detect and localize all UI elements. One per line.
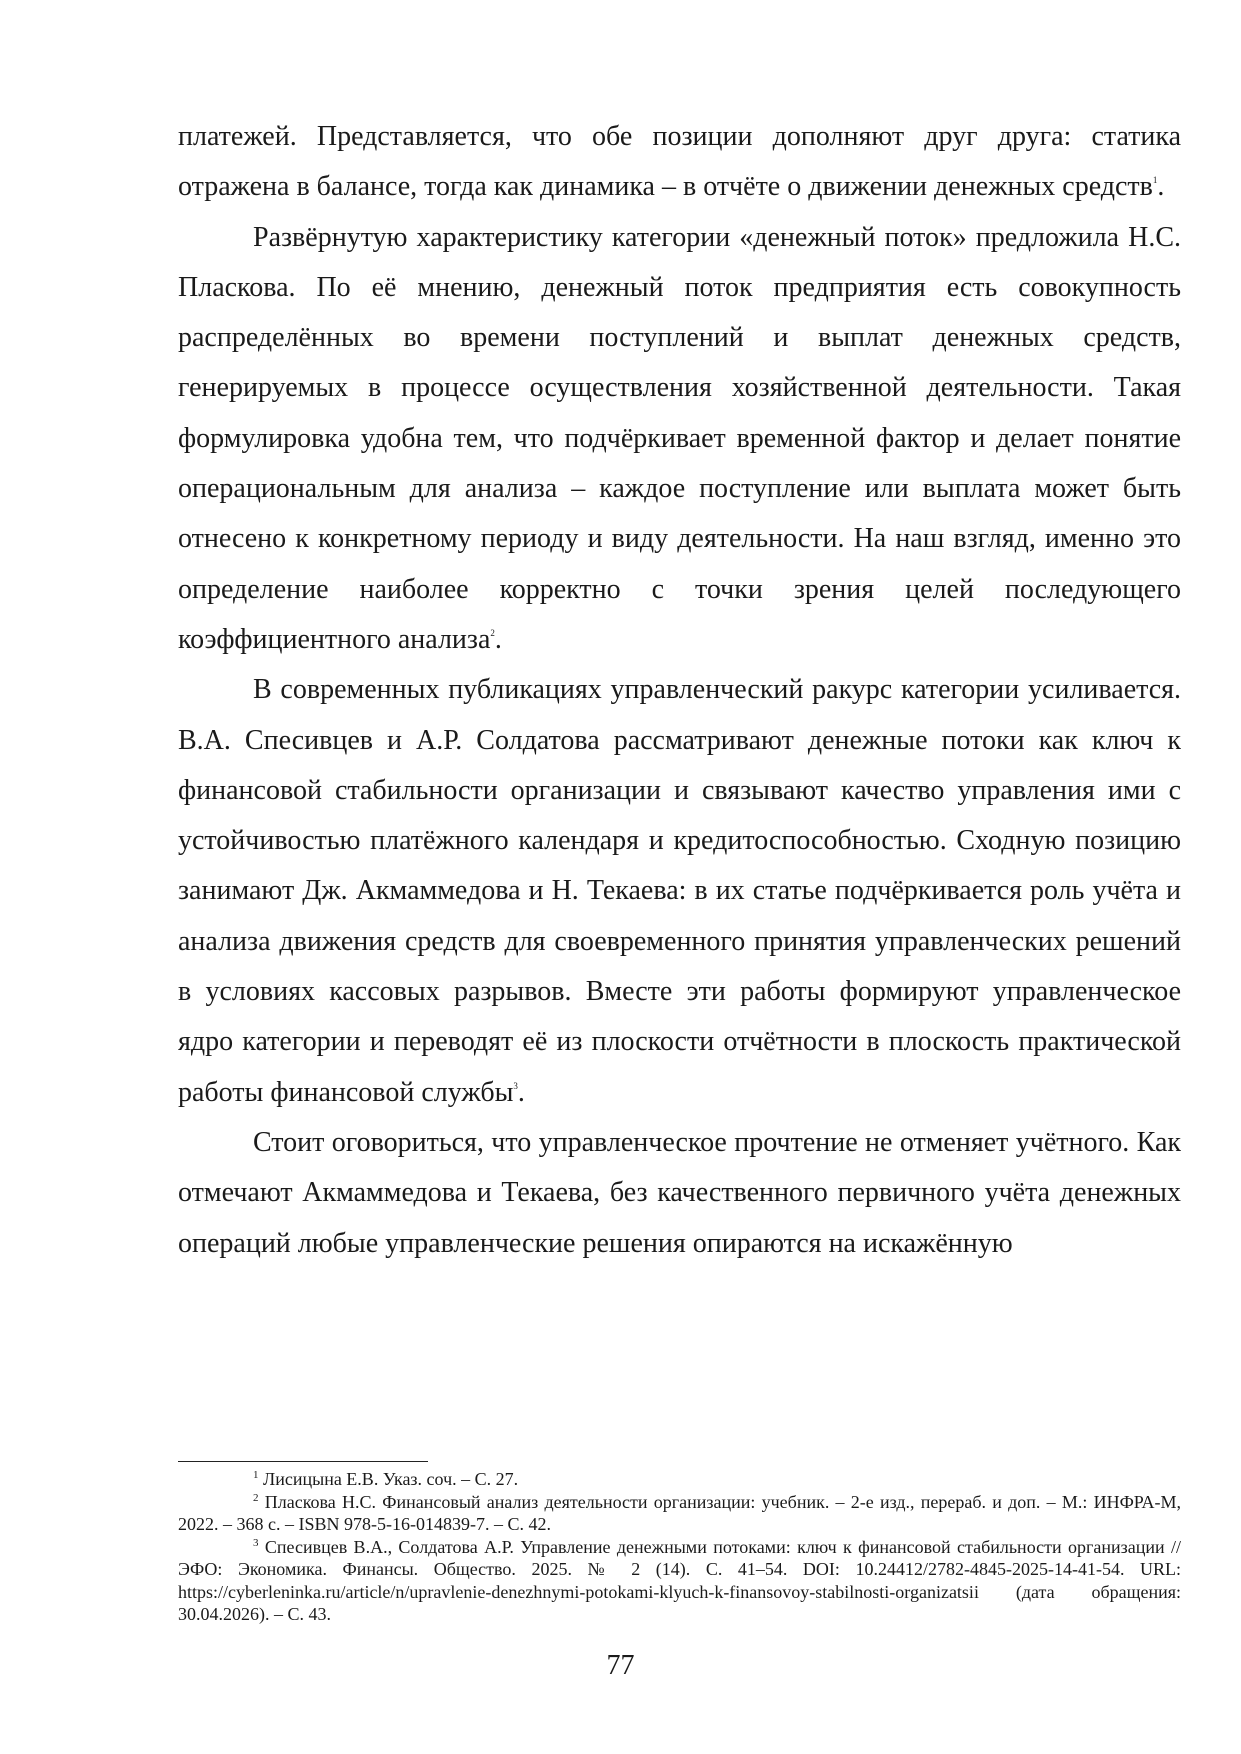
paragraph-2-text: Развёрнутую характеристику категории «денежный поток» предложила Н.С. Пласкова. По её мнению, денежный поток предприятия есть совокупность распределённых во времени поступлений и выплат денежных средств, генерируемых в процессе осуществления хозяйственной деятельности. Такая формулировка удобна тем, что подчёркивает временной фактор и делает понятие операциональным для анализа – каждое поступление или выплата может быть отнесено к конкретному периоду и виду деятельности. На наш взгляд, именно это определение наиболее корректно с точки зрения целей последующего коэффициентного анализа bbox=[178, 221, 1181, 655]
paragraph-3-text: В современных публикациях управленческий ракурс категории усиливается. В.А. Спесивцев и А.Р. Солдатова рассматривают денежные потоки как ключ к финансовой стабильности организации и связывают качество управления ими с устойчивостью платёжного календаря и кредитоспособностью. Сходную позицию занимают Дж. Акмаммедова и Н. Текаева: в их статье подчёркивается роль учёта и анализа движения средств для своевременного принятия управленческих решений в условиях кассовых разрывов. Вместе эти работы формируют управленческое ядро категории и переводят её из плоскости отчётности в плоскость практической работы финансовой службы bbox=[178, 674, 1181, 1108]
footnote-2-number: 2 bbox=[253, 1491, 259, 1504]
paragraph-1 bbox=[178, 112, 1181, 213]
footnote-separator bbox=[178, 1461, 428, 1462]
footnote-2-text: Пласкова Н.С. Финансовый анализ деятельности организации: учебник. – 2-е изд., перераб. и доп. – М.: ИНФРА-М, 2022. – 368 с. – ISBN 978-5-16-014839-7. – С. 42. bbox=[178, 1491, 1182, 1534]
footnote-ref-2: 2 bbox=[490, 627, 495, 638]
footnote-ref-3: 3 bbox=[513, 1080, 518, 1091]
footnote-1 bbox=[178, 1468, 1181, 1491]
footnote-3-text: Спесивцев В.А., Солдатова А.Р. Управление денежными потоками: ключ к финансовой стабильности организации // ЭФО: Экономика. Финансы. Общество. 2025. № 2 (14). С. 41–54. DOI: 10.24412/2782-4845-2025-14-41-54. URL: https://cyberleninka.ru/article/n/upravlenie-denezhnymi-potokami-klyuch-k-finansovoy-stabilnosti-organizatsii (дата обращения: 30.04.2026). – С. 43. bbox=[178, 1536, 1181, 1624]
paragraph-3-end: . bbox=[517, 1076, 525, 1108]
footnote-2 bbox=[178, 1491, 1181, 1536]
footnotes bbox=[178, 1468, 1181, 1626]
paragraph-3 bbox=[178, 665, 1181, 1118]
paragraph-4 bbox=[178, 1118, 1181, 1269]
footnote-3 bbox=[178, 1536, 1181, 1626]
paragraph-1-end: . bbox=[1157, 171, 1165, 203]
paragraph-1-text: платежей. Представляется, что обе позиции дополняют друг друга: статика отражена в балансе, тогда как динамика – в отчёте о движении денежных средств bbox=[178, 121, 1181, 203]
footnote-3-number: 3 bbox=[253, 1536, 259, 1549]
paragraph-2-end: . bbox=[494, 623, 502, 655]
footnote-1-text: Лисицына Е.В. Указ. соч. – С. 27. bbox=[263, 1469, 519, 1489]
page-number: 77 bbox=[606, 1650, 635, 1681]
footnote-ref-1: 1 bbox=[1152, 175, 1158, 186]
footnote-1-number: 1 bbox=[253, 1469, 259, 1481]
body-text bbox=[178, 112, 1181, 1269]
paragraph-4-text: Стоит оговориться, что управленческое прочтение не отменяет учётного. Как отмечают Акмаммедова и Текаева, без качественного первичного учёта денежных операций любые управленческие решения опираются на искажённую bbox=[178, 1126, 1181, 1259]
paragraph-2 bbox=[178, 213, 1181, 666]
